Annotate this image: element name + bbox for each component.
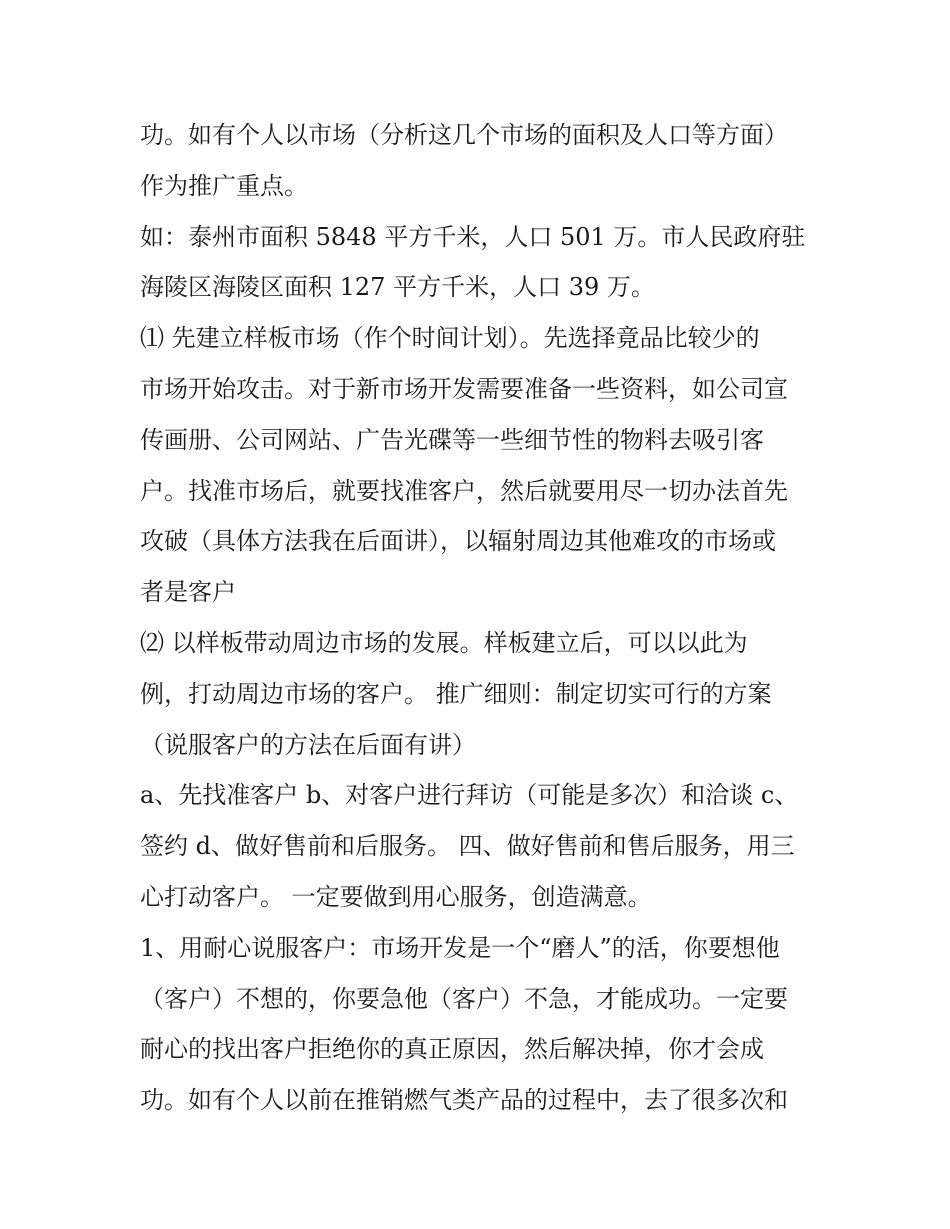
text-line: ⑵ 以样板带动周边市场的发展。样板建立后，可以以此为 — [140, 628, 748, 657]
text-line: 作为推广重点。 — [140, 171, 308, 200]
text-line: 签约 d、做好售前和后服务。 四、做好售前和售后服务，用三 — [140, 832, 795, 861]
text-line: 者是客户 — [140, 578, 236, 607]
text-line: 传画册、公司网站、广告光碟等一些细节性的物料去吸引客 — [140, 425, 764, 454]
text-line: a、先找准客户 b、对客户进行拜访（可能是多次）和洽谈 c、 — [140, 781, 799, 810]
text-line: 户。找准市场后，就要找准客户，然后就要用尽一切办法首先 — [140, 476, 788, 505]
text-line: 耐心的找出客户拒绝你的真正原因，然后解决掉，你才会成 — [140, 1035, 764, 1064]
text-line: 心打动客户。 一定要做到用心服务，创造满意。 — [140, 882, 652, 911]
text-line: 市场开始攻击。对于新市场开发需要准备一些资料，如公司宣 — [140, 374, 788, 403]
text-line: 1、用耐心说服客户：市场开发是一个“磨人”的活，你要想他 — [140, 933, 780, 962]
text-line: （客户）不想的，你要急他（客户）不急，才能成功。一定要 — [140, 984, 788, 1013]
text-line: 例，打动周边市场的客户。 推广细则：制定切实可行的方案 — [140, 679, 772, 708]
text-line: 如：泰州市面积 5848 平方千米，人口 501 万。市人民政府驻 — [140, 222, 806, 251]
text-line: 功。如有个人以市场（分析这几个市场的面积及人口等方面） — [140, 121, 788, 149]
text-line: （说服客户的方法在后面有讲） — [140, 730, 476, 759]
document-body — [140, 110, 820, 1126]
text-line: 海陵区海陵区面积 127 平方千米，人口 39 万。 — [140, 273, 655, 302]
text-line: ⑴ 先建立样板市场（作个时间计划）。先选择竟品比较少的 — [140, 324, 760, 353]
text-line: 攻破（具体方法我在后面讲），以辐射周边其他难攻的市场或 — [140, 527, 776, 556]
text-line: 功。如有个人以前在推销燃气类产品的过程中，去了很多次和 — [140, 1086, 788, 1115]
